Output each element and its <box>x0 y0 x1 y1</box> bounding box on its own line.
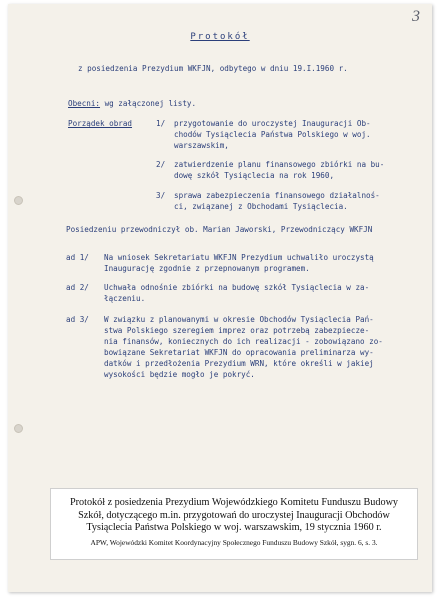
resolution-line: Inaugurację zgodnie z przepnowanym programem. <box>104 264 310 273</box>
present-text: wg załączonej listy. <box>104 99 197 108</box>
punch-hole <box>14 196 23 205</box>
caption-box <box>50 488 418 560</box>
document-subtitle: z posiedzenia Prezydium WKFJN, odbytego w dniu 19.I.1960 r. <box>78 64 348 73</box>
resolution-line: nia finansów, koniecznych do ich realizacji - zobowiązano zo- <box>104 337 383 346</box>
resolution-line: datków i przedłożenia Prezydium WRN, które określi w jakiej <box>104 359 374 368</box>
agenda-item-line: przygotowanie do uroczystej Inauguracji Ob- <box>174 119 371 128</box>
punch-hole <box>14 424 23 433</box>
document-page <box>8 4 432 592</box>
agenda-item-line: warszawskim, <box>174 141 229 150</box>
agenda-item-num: 3/ <box>156 191 166 200</box>
resolution-line: Na wniosek Sekretariatu WKFJN Prezydium uchwaliło uroczystą <box>104 253 374 262</box>
agenda-item-line: zatwierdzenie planu finansowego zbiórki na bu- <box>174 160 385 169</box>
resolution-label: ad 1/ <box>66 253 89 262</box>
agenda-item-line: ci, związanej z Obchodami Tysiąclecia. <box>174 202 348 211</box>
agenda-label: Porządek obrad <box>68 119 133 128</box>
agenda-item-num: 2/ <box>156 160 166 169</box>
resolution-line: wysokości będzie mogło je pokryć. <box>104 370 255 379</box>
caption-source: APW, Wojewódzki Komitet Koordynacyjny Społecznego Funduszu Budowy Szkół, sygn. 6, s. 3. <box>90 538 378 547</box>
agenda-item-line: sprawa zabezpieczenia finansowego działalnoś- <box>174 191 380 200</box>
agenda-item-num: 1/ <box>156 119 166 128</box>
present-label: Obecni: <box>68 99 101 108</box>
resolution-label: ad 3/ <box>66 315 89 324</box>
agenda-item-line: chodów Tysiąclecia Państwa Polskiego w woj. <box>174 130 371 139</box>
resolution-line: Uchwała odnośnie zbiórki na budowę szkół Tysiąclecia w za- <box>104 283 370 292</box>
resolution-line: W związku z planowanymi w okresie Obchodów Tysiąclecia Pań- <box>104 315 374 324</box>
agenda-item-line: dowę szkół Tysiąclecia na rok 1960, <box>174 171 335 180</box>
page-number: 3 <box>412 8 420 25</box>
document-title: Protokół <box>190 32 250 42</box>
resolution-line: stwa Polskiego szeregiem imprez oraz potrzebą zabezpiecze- <box>104 326 370 335</box>
chair-line: Posiedzeniu przewodniczył ob. Marian Jaworski, Przewodniczący WKFJN <box>66 225 373 234</box>
caption-text: Protokół z posiedzenia Prezydium Wojewódzkiego Komitetu Funduszu Budowy Szkół, dotyczącego m.in. przygotowań do uroczystej Inauguracji Obchodów Tysiąclecia Państwa Polskiego w woj. warszawskim, 19 stycznia 1960 r. <box>69 497 399 533</box>
resolution-line: łączeniu. <box>104 294 146 303</box>
present-row <box>68 98 196 109</box>
resolution-label: ad 2/ <box>66 283 89 292</box>
resolution-line: bowiązane Sekretariat WKFJN do opracowania preliminarza wy- <box>104 348 374 357</box>
